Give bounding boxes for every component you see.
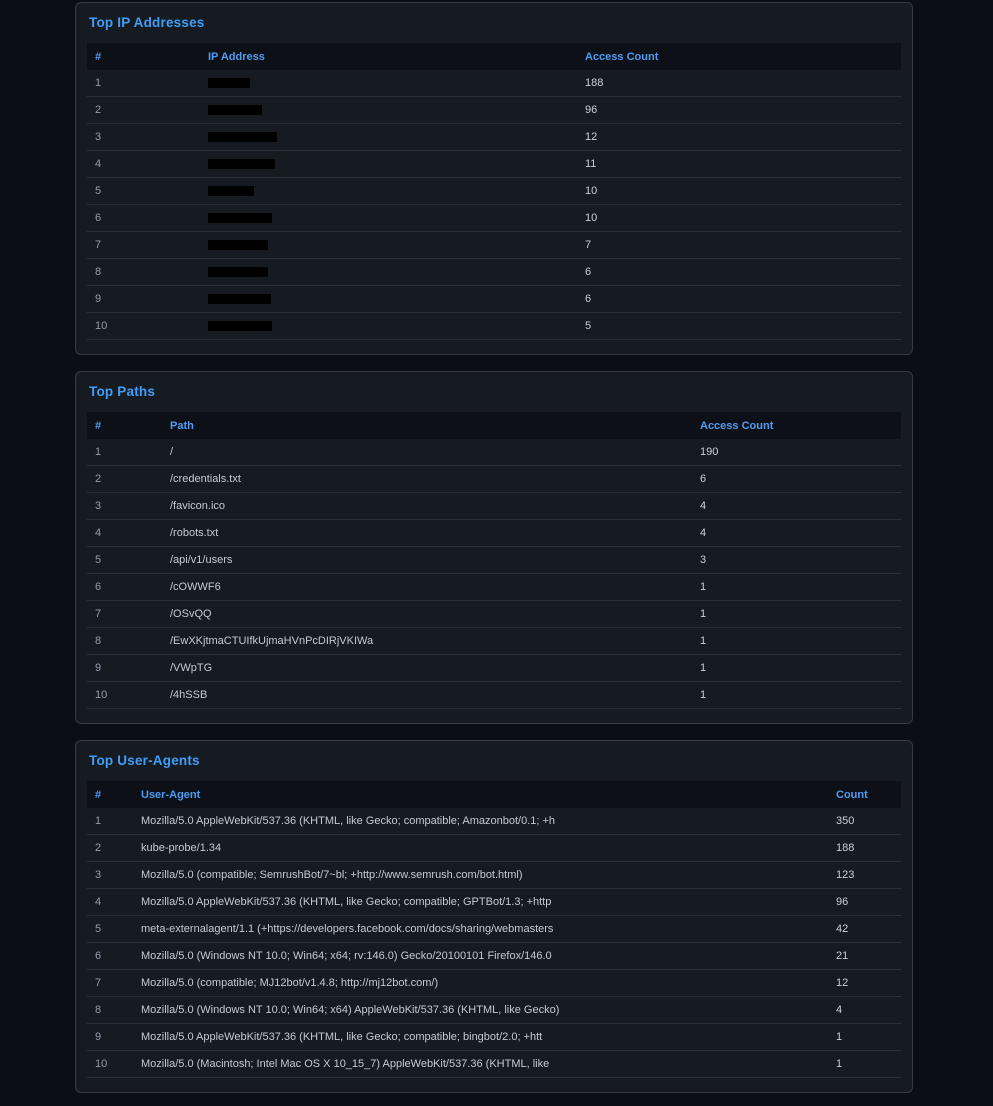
count-cell: 10 [577, 178, 901, 205]
rank-cell: 2 [87, 466, 162, 493]
table-head [87, 412, 901, 439]
count-cell: 188 [828, 835, 901, 862]
value-cell: meta-externalagent/1.1 (+https://developers.facebook.com/docs/sharing/webmasters [133, 916, 828, 943]
rank-cell: 9 [87, 286, 200, 313]
redacted-ip [208, 321, 272, 331]
table-row [87, 889, 901, 916]
rank-cell: 10 [87, 313, 200, 340]
count-cell: 6 [577, 286, 901, 313]
count-cell: 190 [692, 439, 901, 466]
value-cell [200, 124, 577, 151]
value-cell: Mozilla/5.0 AppleWebKit/537.36 (KHTML, like Gecko; compatible; bingbot/2.0; +htt [133, 1024, 828, 1051]
value-cell: /api/v1/users [162, 547, 692, 574]
count-cell: 96 [828, 889, 901, 916]
value-cell [200, 259, 577, 286]
table-row [87, 439, 901, 466]
rank-cell: 5 [87, 916, 133, 943]
value-cell [200, 232, 577, 259]
table-row [87, 1051, 901, 1078]
rank-cell: 10 [87, 1051, 133, 1078]
value-cell: /OSvQQ [162, 601, 692, 628]
table-row [87, 628, 901, 655]
column-header: IP Address [208, 50, 265, 63]
count-cell: 6 [692, 466, 901, 493]
value-cell: /4hSSB [162, 682, 692, 709]
value-cell [200, 97, 577, 124]
count-cell: 21 [828, 943, 901, 970]
table-row [87, 151, 901, 178]
table-row [87, 313, 901, 340]
count-cell: 1 [692, 601, 901, 628]
redacted-ip [208, 267, 268, 277]
table-row [87, 574, 901, 601]
table-row [87, 862, 901, 889]
column-header: # [95, 419, 102, 432]
table-row [87, 916, 901, 943]
rank-cell: 3 [87, 493, 162, 520]
count-cell: 1 [692, 682, 901, 709]
rank-cell: 3 [87, 124, 200, 151]
table-row [87, 286, 901, 313]
rank-cell: 1 [87, 808, 133, 835]
table-header-row [87, 43, 901, 70]
count-cell: 3 [692, 547, 901, 574]
count-cell: 350 [828, 808, 901, 835]
table-row [87, 178, 901, 205]
column-header: # [95, 50, 102, 63]
table-row [87, 124, 901, 151]
table-head [87, 781, 901, 808]
table-row [87, 70, 901, 97]
table-body [87, 808, 901, 1078]
table-body [87, 439, 901, 709]
top-paths-title: Top Paths [89, 384, 156, 399]
count-cell: 6 [577, 259, 901, 286]
count-cell: 4 [692, 493, 901, 520]
rank-cell: 9 [87, 655, 162, 682]
rank-cell: 5 [87, 178, 200, 205]
count-cell: 1 [828, 1051, 901, 1078]
value-cell [200, 178, 577, 205]
table-row [87, 493, 901, 520]
top-user-agents-title: Top User-Agents [89, 753, 200, 768]
rank-cell: 1 [87, 70, 200, 97]
value-cell: /favicon.ico [162, 493, 692, 520]
top-user-agents-table [87, 781, 901, 1078]
table-row [87, 520, 901, 547]
rank-cell: 6 [87, 574, 162, 601]
rank-cell: 7 [87, 970, 133, 997]
table-row [87, 835, 901, 862]
table-row [87, 997, 901, 1024]
table-row [87, 1024, 901, 1051]
count-cell: 96 [577, 97, 901, 124]
count-cell: 11 [577, 151, 901, 178]
value-cell: Mozilla/5.0 AppleWebKit/537.36 (KHTML, like Gecko; compatible; Amazonbot/0.1; +h [133, 808, 828, 835]
count-cell: 1 [692, 628, 901, 655]
table-row [87, 943, 901, 970]
table-row [87, 259, 901, 286]
value-cell: kube-probe/1.34 [133, 835, 828, 862]
value-cell [200, 205, 577, 232]
count-cell: 7 [577, 232, 901, 259]
top-paths-card [75, 371, 913, 724]
rank-cell: 6 [87, 205, 200, 232]
table-row [87, 466, 901, 493]
count-cell: 1 [828, 1024, 901, 1051]
rank-cell: 10 [87, 682, 162, 709]
rank-cell: 7 [87, 601, 162, 628]
rank-cell: 1 [87, 439, 162, 466]
value-cell [200, 313, 577, 340]
column-header: User-Agent [141, 788, 201, 801]
value-cell: / [162, 439, 692, 466]
value-cell: Mozilla/5.0 (Macintosh; Intel Mac OS X 10_15_7) AppleWebKit/537.36 (KHTML, like [133, 1051, 828, 1078]
redacted-ip [208, 213, 272, 223]
count-cell: 188 [577, 70, 901, 97]
column-header: # [95, 788, 102, 801]
table-header-row [87, 781, 901, 808]
count-cell: 5 [577, 313, 901, 340]
table-row [87, 970, 901, 997]
count-cell: 4 [828, 997, 901, 1024]
top-ip-addresses-card [75, 2, 913, 355]
rank-cell: 3 [87, 862, 133, 889]
table-row [87, 601, 901, 628]
count-cell: 1 [692, 655, 901, 682]
value-cell [200, 70, 577, 97]
redacted-ip [208, 105, 262, 115]
column-header: Path [170, 419, 194, 432]
table-row [87, 547, 901, 574]
rank-cell: 7 [87, 232, 200, 259]
top-ip-addresses-title: Top IP Addresses [89, 15, 205, 30]
redacted-ip [208, 78, 250, 88]
table-row [87, 682, 901, 709]
table-row [87, 232, 901, 259]
count-cell: 10 [577, 205, 901, 232]
column-header: Count [836, 788, 868, 801]
rank-cell: 4 [87, 889, 133, 916]
rank-cell: 2 [87, 835, 133, 862]
table-row [87, 808, 901, 835]
count-cell: 4 [692, 520, 901, 547]
rank-cell: 9 [87, 1024, 133, 1051]
count-cell: 42 [828, 916, 901, 943]
top-paths-table [87, 412, 901, 709]
rank-cell: 8 [87, 259, 200, 286]
table-head [87, 43, 901, 70]
table-row [87, 205, 901, 232]
count-cell: 123 [828, 862, 901, 889]
value-cell: /EwXKjtmaCTUIfkUjmaHVnPcDIRjVKIWa [162, 628, 692, 655]
table-row [87, 97, 901, 124]
column-header: Access Count [585, 50, 659, 63]
rank-cell: 6 [87, 943, 133, 970]
column-header: Access Count [700, 419, 774, 432]
rank-cell: 8 [87, 997, 133, 1024]
value-cell: /VWpTG [162, 655, 692, 682]
rank-cell: 5 [87, 547, 162, 574]
value-cell: /cOWWF6 [162, 574, 692, 601]
value-cell [200, 286, 577, 313]
redacted-ip [208, 186, 254, 196]
redacted-ip [208, 132, 277, 142]
count-cell: 1 [692, 574, 901, 601]
rank-cell: 4 [87, 151, 200, 178]
top-user-agents-card [75, 740, 913, 1093]
count-cell: 12 [828, 970, 901, 997]
table-row [87, 655, 901, 682]
value-cell: Mozilla/5.0 (Windows NT 10.0; Win64; x64) AppleWebKit/537.36 (KHTML, like Gecko) [133, 997, 828, 1024]
table-header-row [87, 412, 901, 439]
value-cell: Mozilla/5.0 (compatible; SemrushBot/7~bl; +http://www.semrush.com/bot.html) [133, 862, 828, 889]
count-cell: 12 [577, 124, 901, 151]
value-cell: Mozilla/5.0 (compatible; MJ12bot/v1.4.8; http://mj12bot.com/) [133, 970, 828, 997]
value-cell [200, 151, 577, 178]
table-body [87, 70, 901, 340]
redacted-ip [208, 240, 268, 250]
rank-cell: 8 [87, 628, 162, 655]
rank-cell: 2 [87, 97, 200, 124]
redacted-ip [208, 159, 275, 169]
top-ip-addresses-table [87, 43, 901, 340]
rank-cell: 4 [87, 520, 162, 547]
value-cell: Mozilla/5.0 (Windows NT 10.0; Win64; x64; rv:146.0) Gecko/20100101 Firefox/146.0 [133, 943, 828, 970]
value-cell: Mozilla/5.0 AppleWebKit/537.36 (KHTML, like Gecko; compatible; GPTBot/1.3; +http [133, 889, 828, 916]
value-cell: /robots.txt [162, 520, 692, 547]
value-cell: /credentials.txt [162, 466, 692, 493]
redacted-ip [208, 294, 271, 304]
